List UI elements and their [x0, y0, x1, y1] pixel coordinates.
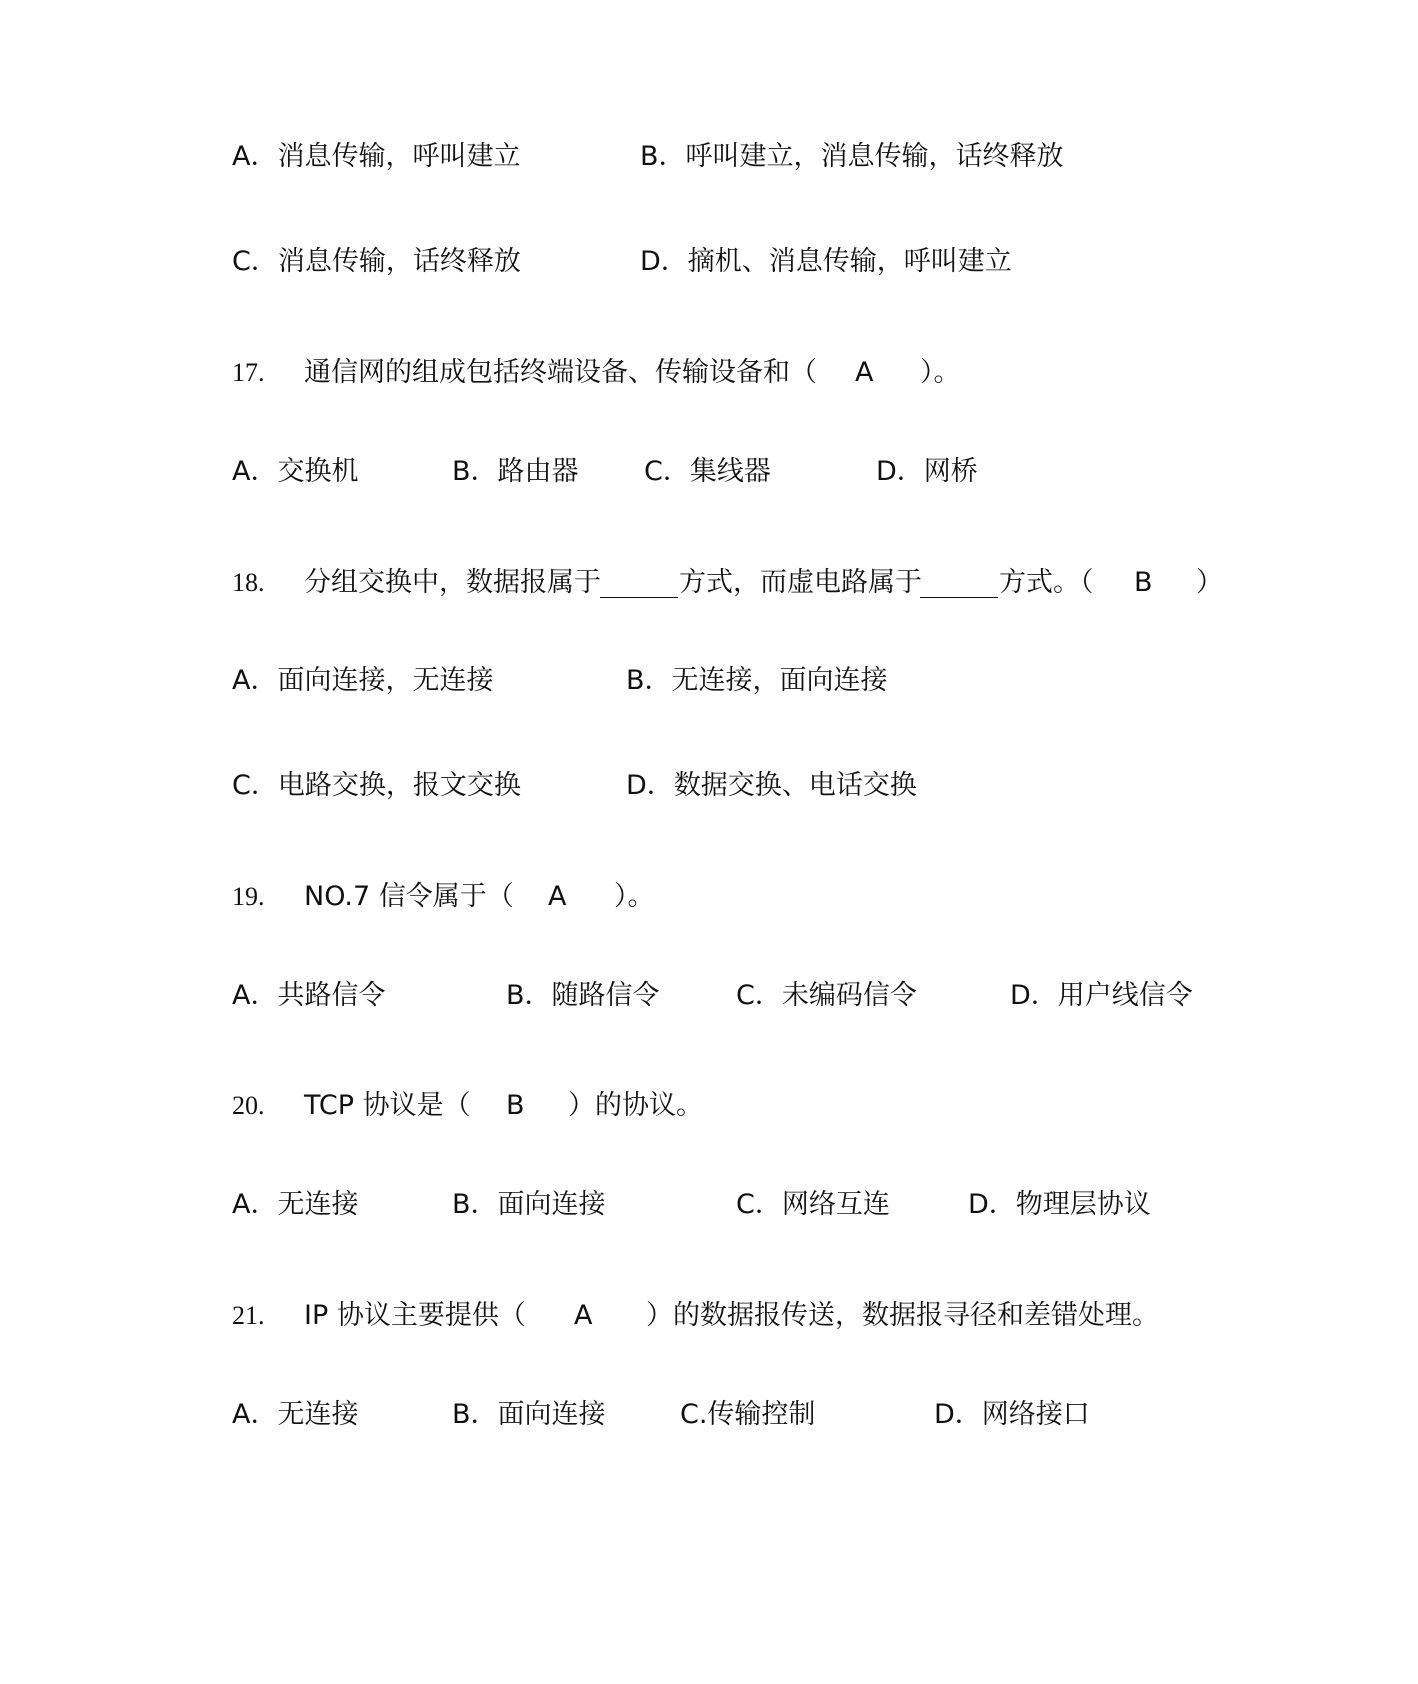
q17-number: 17.: [232, 358, 265, 387]
q21-stem-end: ）的数据报传送，数据报寻径和差错处理。: [646, 1300, 1159, 1331]
q19-stem-text: NO.7 信令属于（: [304, 881, 514, 912]
q19-options: [0, 974, 1418, 1018]
q17-options: [0, 450, 1418, 494]
q18-option-a: A．面向连接，无连接: [232, 665, 494, 696]
q21-option-b: B．面向连接: [452, 1399, 606, 1430]
q16-option-d: D．摘机、消息传输，呼叫建立: [640, 246, 1012, 277]
q20-number: 20.: [232, 1091, 265, 1120]
q21-option-c: C.传输控制: [680, 1399, 816, 1430]
q17-option-c: C．集线器: [644, 456, 771, 487]
q18-blank-2: [920, 597, 998, 598]
q18-options-row-1: [0, 659, 1418, 703]
q18-blank-1: [600, 597, 678, 598]
q16-option-c: C．消息传输，话终释放: [232, 246, 521, 277]
q19-option-d: D．用户线信令: [1010, 980, 1193, 1011]
q21-stem: [0, 1294, 1418, 1338]
q18-options-row-2: [0, 764, 1418, 808]
q18-stem: [0, 561, 1418, 605]
q20-option-b: B．面向连接: [452, 1189, 606, 1220]
q19-option-a: A．共路信令: [232, 980, 386, 1011]
q17-option-b: B．路由器: [452, 456, 579, 487]
q20-stem: [0, 1084, 1418, 1128]
q20-stem-end: ）的协议。: [568, 1090, 703, 1121]
q17-stem: [0, 351, 1418, 395]
q18-stem-part-2: 方式，而虚电路属于: [679, 567, 922, 598]
q18-stem-part-3: 方式。（: [999, 567, 1094, 598]
q16-options-row-1: [0, 135, 1418, 179]
q18-option-b: B．无连接，面向连接: [626, 665, 888, 696]
q18-option-c: C．电路交换，报文交换: [232, 770, 521, 801]
q16-option-b: B．呼叫建立，消息传输，话终释放: [640, 141, 1064, 172]
q20-options: [0, 1183, 1418, 1227]
q18-answer: B: [1134, 567, 1153, 598]
q21-option-d: D．网络接口: [934, 1399, 1090, 1430]
q21-option-a: A．无连接: [232, 1399, 359, 1430]
q21-number: 21.: [232, 1301, 265, 1330]
q18-stem-end: ）: [1196, 567, 1223, 598]
q16-option-a: A．消息传输，呼叫建立: [232, 141, 521, 172]
q18-option-d: D．数据交换、电话交换: [626, 770, 917, 801]
q19-answer: A: [548, 881, 567, 912]
q18-stem-part-1: 分组交换中，数据报属于: [304, 567, 601, 598]
q20-answer: B: [506, 1090, 525, 1121]
q18-number: 18.: [232, 568, 265, 597]
q17-option-d: D．网桥: [876, 456, 978, 487]
q16-options-row-2: [0, 240, 1418, 284]
q19-stem: [0, 875, 1418, 919]
q19-number: 19.: [232, 882, 265, 911]
q19-stem-end: ）。: [614, 881, 655, 912]
q17-option-a: A．交换机: [232, 456, 359, 487]
q17-answer: A: [855, 357, 874, 388]
q20-option-a: A．无连接: [232, 1189, 359, 1220]
q21-options: [0, 1393, 1418, 1437]
q17-stem-text: 通信网的组成包括终端设备、传输设备和（: [304, 357, 817, 388]
q20-option-c: C．网络互连: [736, 1189, 890, 1220]
q21-stem-text: IP 协议主要提供（: [304, 1300, 526, 1331]
q17-stem-end: ）。: [920, 357, 961, 388]
q20-option-d: D．物理层协议: [968, 1189, 1151, 1220]
q20-stem-text: TCP 协议是（: [304, 1090, 471, 1121]
q19-option-c: C．未编码信令: [736, 980, 917, 1011]
q21-answer: A: [574, 1300, 593, 1331]
q19-option-b: B．随路信令: [506, 980, 660, 1011]
